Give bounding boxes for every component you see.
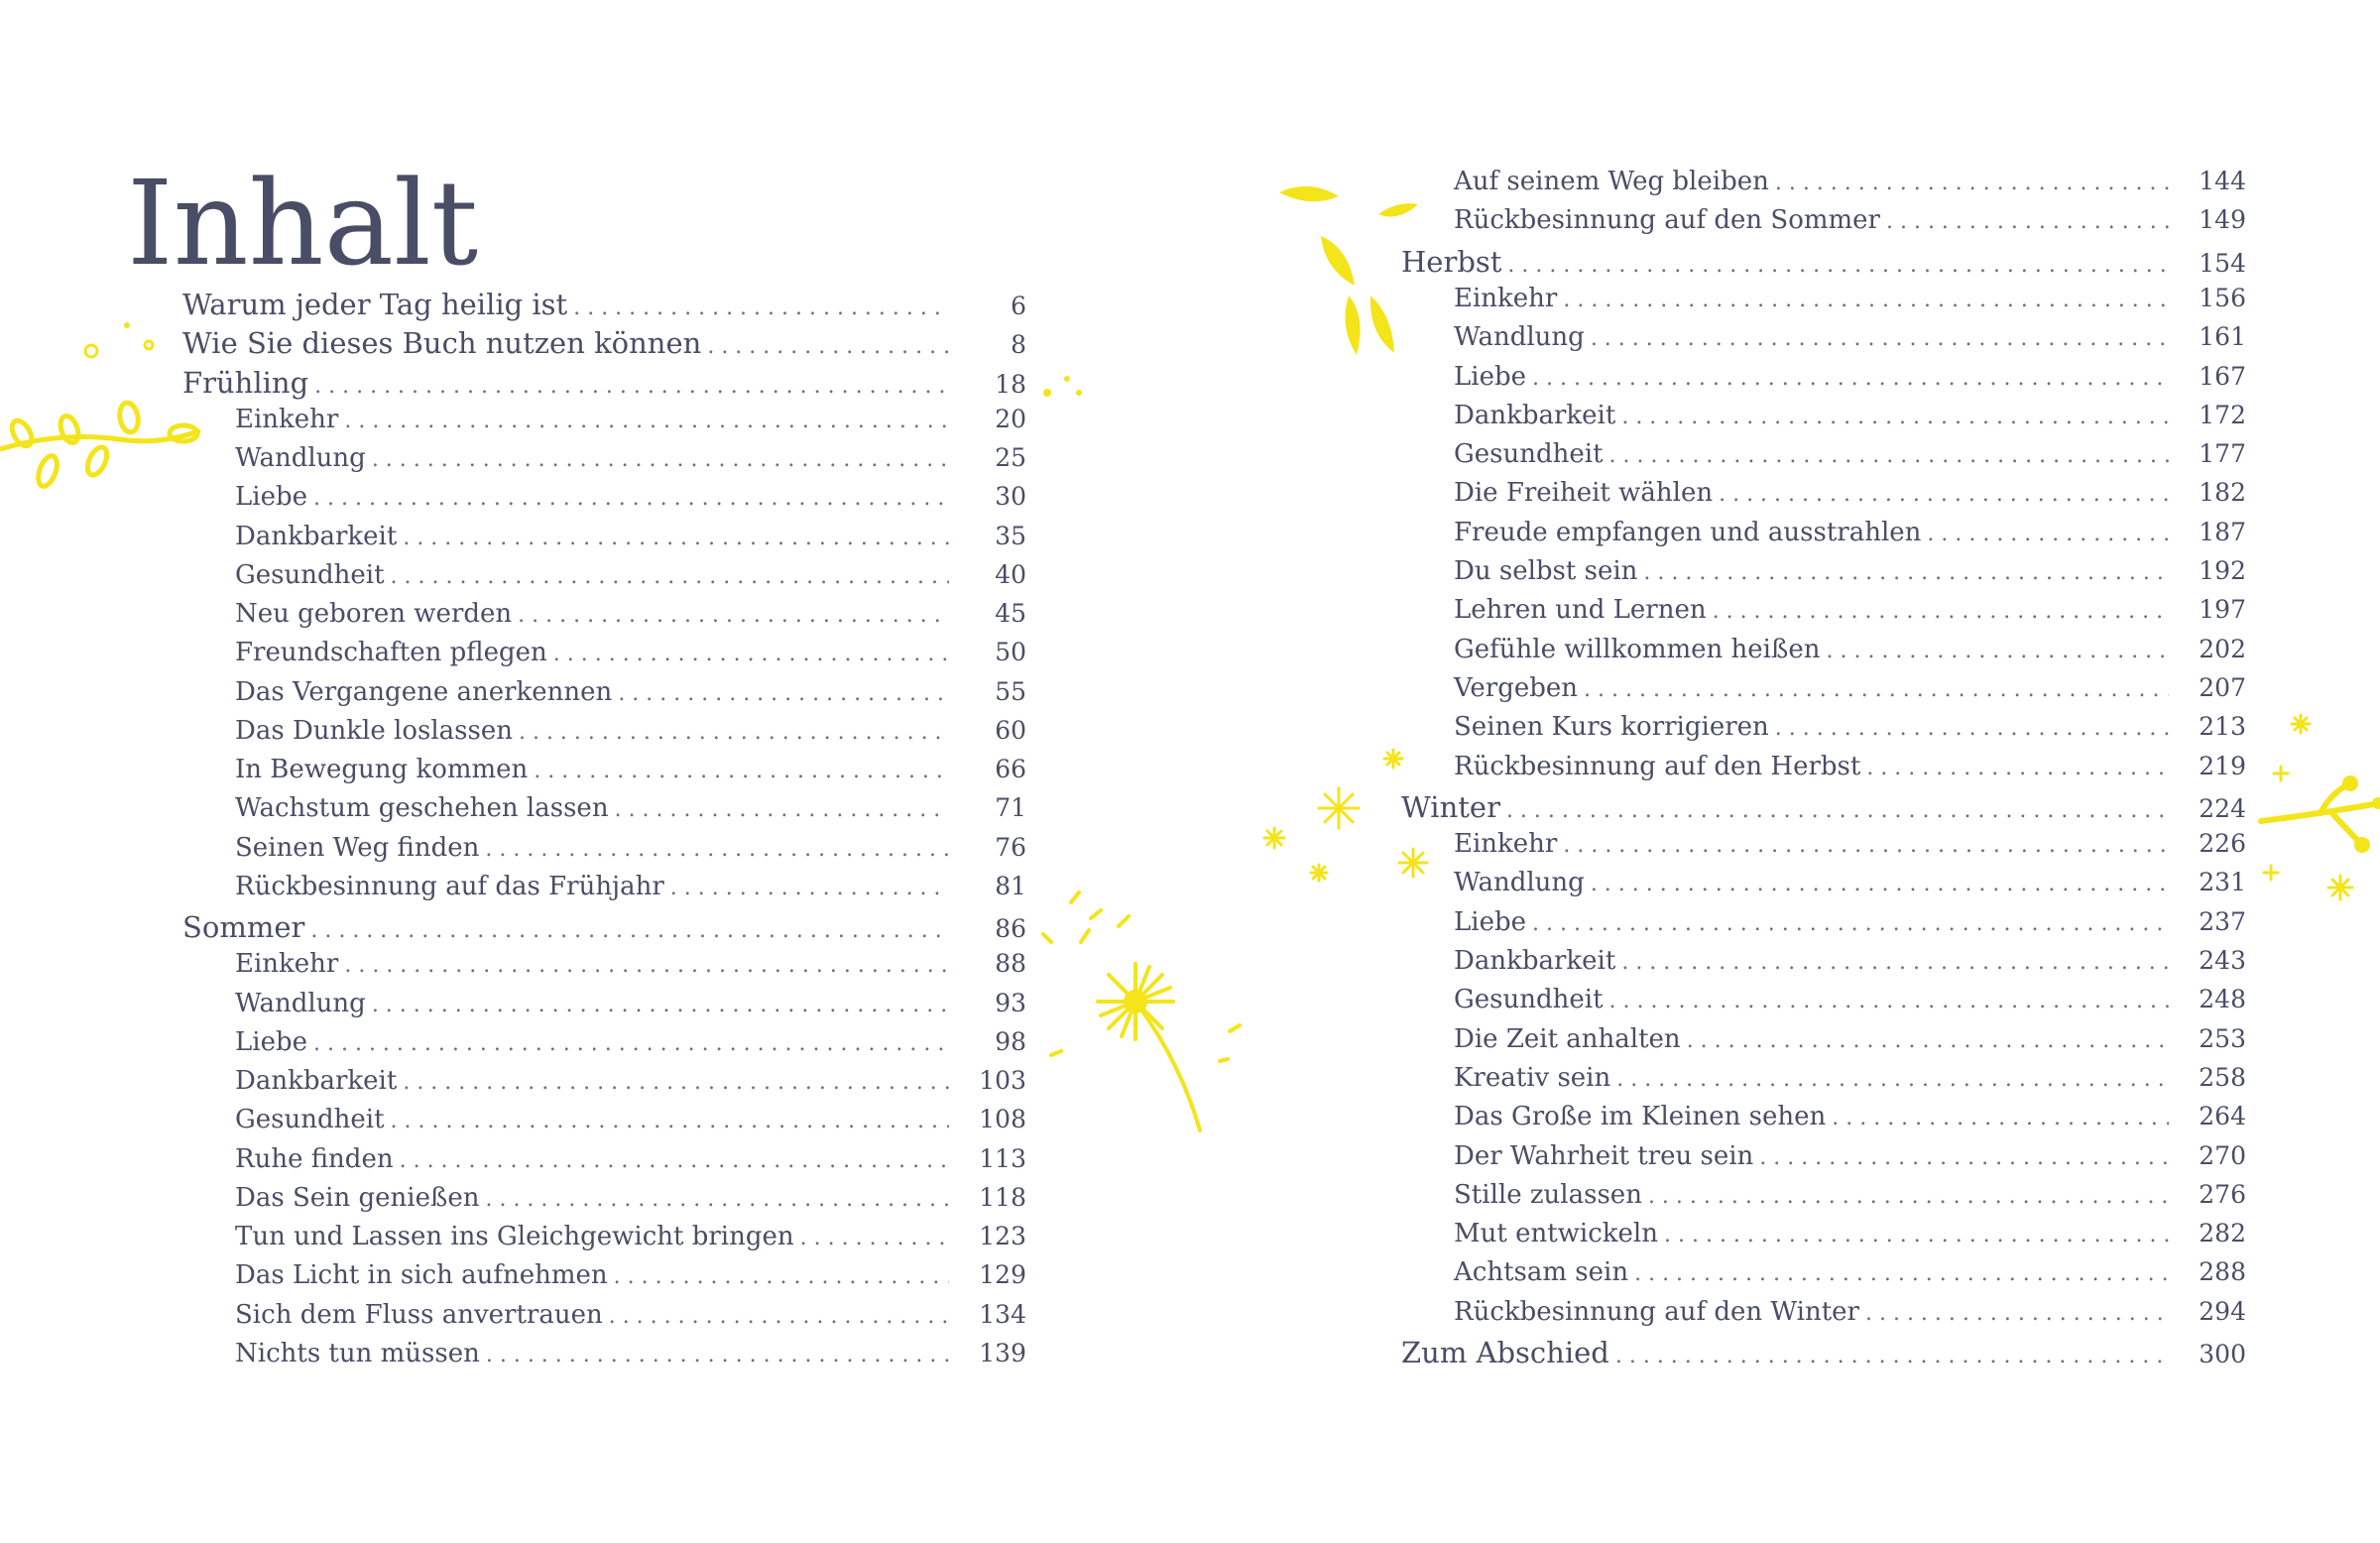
dots-icon — [79, 315, 159, 365]
toc-entry-page: 134 — [979, 1299, 1026, 1329]
toc-entry — [235, 1144, 1026, 1183]
toc-leader-dots — [344, 953, 949, 978]
dandelion-icon — [1031, 883, 1259, 1140]
toc-leader-dots — [1759, 1145, 2169, 1170]
toc-leader-dots — [670, 876, 949, 900]
toc-leader-dots — [1927, 522, 2169, 546]
toc-entry-page: 224 — [2199, 793, 2246, 823]
toc-entry — [1454, 322, 2246, 361]
toc-leader-dots — [1609, 443, 2169, 468]
toc-entry-page: 76 — [995, 832, 1026, 862]
toc-entry-title: Einkehr — [1454, 829, 1558, 860]
toc-entry-title: Warum jeder Tag heilig ist — [182, 288, 568, 321]
toc-entry-page: 81 — [995, 871, 1026, 900]
toc-leader-dots — [1591, 326, 2169, 351]
toc-entry — [1454, 1257, 2246, 1296]
toc-entry-page: 139 — [979, 1338, 1026, 1367]
toc-entry-title: Zum Abschied — [1401, 1336, 1609, 1369]
toc-entry-page: 276 — [2199, 1179, 2246, 1209]
toc-entry-page: 294 — [2199, 1296, 2246, 1326]
toc-entry-title: Dankbarkeit — [1454, 400, 1616, 430]
toc-entry — [1454, 985, 2246, 1023]
toc-entry — [235, 1027, 1026, 1066]
toc-entry-title: Freude empfangen und ausstrahlen — [1454, 517, 1922, 547]
toc-entry-page: 50 — [995, 638, 1026, 667]
toc-leader-dots — [1775, 716, 2169, 741]
toc-entry-title: Gesundheit — [1454, 439, 1604, 470]
toc-leader-dots — [400, 1148, 949, 1173]
toc-entry-title: Achtsam sein — [1454, 1257, 1629, 1288]
toc-entry-page: 161 — [2199, 322, 2246, 352]
toc-entry-title: Kreativ sein — [1454, 1062, 1611, 1093]
toc-entry-title: Wandlung — [1454, 868, 1585, 898]
toc-entry — [182, 326, 1026, 365]
toc-entry — [1454, 167, 2246, 205]
toc-leader-dots — [344, 409, 949, 433]
toc-entry-title: Seinen Kurs korrigieren — [1454, 712, 1769, 743]
toc-entry — [1454, 1141, 2246, 1180]
toc-entry-page: 6 — [1011, 292, 1026, 320]
toc-leader-dots — [518, 603, 949, 628]
toc-entry-page: 20 — [995, 404, 1026, 433]
toc-entry-page: 154 — [2199, 248, 2246, 278]
toc-entry-title: Ruhe finden — [235, 1143, 394, 1174]
toc-entry-page: 177 — [2199, 439, 2246, 469]
toc-leader-dots — [313, 1031, 949, 1056]
toc-leader-dots — [372, 447, 949, 472]
toc-leader-dots — [1584, 677, 2169, 702]
toc-entry — [235, 989, 1026, 1027]
toc-leader-dots — [314, 374, 949, 399]
toc-entry — [1454, 518, 2246, 556]
toc-entry-title: Neu geboren werden — [235, 599, 513, 629]
toc-entry-page: 86 — [995, 914, 1026, 943]
toc-entry-page: 118 — [979, 1182, 1026, 1212]
toc-entry-page: 149 — [2199, 205, 2246, 235]
toc-entry — [235, 1300, 1026, 1339]
toc-entry — [1454, 1102, 2246, 1140]
toc-entry-page: 98 — [995, 1026, 1026, 1056]
toc-leader-dots — [1616, 1067, 2169, 1092]
toc-entry — [235, 443, 1026, 482]
toc-entry-title: Rückbesinnung auf den Herbst — [1454, 751, 1861, 781]
toc-leader-dots — [534, 759, 949, 783]
toc-leader-dots — [707, 334, 949, 359]
toc-entry-title: Wandlung — [235, 988, 366, 1018]
toc-entry — [235, 677, 1026, 716]
toc-entry-title: Dankbarkeit — [1454, 946, 1616, 976]
toc-entry-page: 207 — [2199, 672, 2246, 702]
toc-entry — [1454, 635, 2246, 673]
toc-entry-page: 25 — [995, 443, 1026, 472]
toc-leader-dots — [1664, 1223, 2169, 1247]
toc-entry-page: 167 — [2199, 361, 2246, 391]
toc-leader-dots — [553, 642, 949, 666]
toc-leader-dots — [1643, 560, 2169, 585]
toc-entry-title: Herbst — [1401, 244, 1502, 279]
toc-entry-title: Die Zeit anhalten — [1454, 1023, 1681, 1054]
toc-entry — [1401, 790, 2246, 829]
toc-entry-page: 237 — [2199, 906, 2246, 936]
toc-entry — [235, 872, 1026, 910]
toc-leader-dots — [1563, 288, 2169, 312]
toc-leader-dots — [486, 1343, 949, 1367]
toc-entry-title: Seinen Weg finden — [235, 832, 480, 863]
toc-leader-dots — [313, 486, 949, 511]
page-title: Inhalt — [127, 155, 479, 292]
toc-leader-dots — [1506, 798, 2169, 823]
toc-entry — [235, 1183, 1026, 1222]
toc-leader-dots — [1621, 950, 2169, 975]
toc-entry-page: 60 — [995, 715, 1026, 745]
toc-leader-dots — [1621, 405, 2169, 429]
toc-leader-dots — [485, 1187, 949, 1212]
toc-entry-title: Gesundheit — [235, 559, 385, 590]
toc-entry-title: Wie Sie dieses Buch nutzen können — [182, 326, 702, 361]
toc-entry-title: Wachstum geschehen lassen — [235, 793, 609, 824]
toc-entry — [182, 288, 1026, 326]
toc-entry — [235, 1066, 1026, 1105]
toc-leader-dots — [1648, 1184, 2169, 1209]
toc-leader-dots — [1719, 482, 2169, 507]
toc-entry-title: Wandlung — [235, 443, 366, 473]
toc-leader-dots — [1532, 366, 2169, 391]
toc-entry-page: 282 — [2199, 1219, 2246, 1248]
toc-entry — [235, 482, 1026, 521]
toc-entry — [1454, 284, 2246, 322]
toc-leader-dots — [618, 681, 949, 706]
toc-entry — [235, 522, 1026, 560]
toc-entry-page: 202 — [2199, 634, 2246, 663]
toc-entry — [235, 949, 1026, 988]
toc-leader-dots — [614, 1264, 949, 1289]
toc-leader-dots — [609, 1304, 949, 1329]
toc-entry-title: Einkehr — [235, 949, 339, 980]
toc-entry-title: Das Licht in sich aufnehmen — [235, 1260, 608, 1291]
toc-entry-title: Auf seinem Weg bleiben — [1454, 167, 1769, 196]
toc-entry-page: 123 — [979, 1222, 1026, 1250]
toc-leader-dots — [403, 1070, 949, 1095]
toc-entry-title: Sich dem Fluss anvertrauen — [235, 1299, 603, 1330]
toc-entry-title: Rückbesinnung auf den Sommer — [1454, 205, 1880, 236]
toc-entry-page: 18 — [995, 369, 1026, 399]
toc-entry — [1454, 752, 2246, 790]
toc-leader-dots — [1687, 1028, 2169, 1053]
toc-entry-title: Dankbarkeit — [235, 521, 398, 551]
toc-entry-page: 108 — [979, 1105, 1026, 1134]
toc-entry-title: Mut entwickeln — [1454, 1219, 1658, 1249]
toc-leader-dots — [403, 526, 949, 550]
toc-entry-title: Gefühle willkommen heißen — [1454, 634, 1821, 664]
toc-entry — [235, 755, 1026, 793]
toc-entry-page: 93 — [995, 988, 1026, 1017]
toc-entry-title: Sommer — [182, 910, 305, 944]
toc-entry-page: 8 — [1011, 330, 1026, 360]
toc-entry-page: 40 — [995, 559, 1026, 589]
toc-entry-title: Lehren und Lernen — [1454, 595, 1707, 626]
toc-leader-dots — [1634, 1261, 2169, 1286]
toc-leader-dots — [615, 797, 949, 822]
toc-entry — [1454, 712, 2246, 751]
toc-entry — [1454, 401, 2246, 439]
toc-entry-title: Liebe — [235, 482, 307, 513]
toc-entry-page: 45 — [995, 599, 1026, 628]
toc-entry-page: 156 — [2199, 283, 2246, 312]
toc-entry — [1401, 1336, 2246, 1374]
toc-leader-dots — [1827, 639, 2170, 663]
toc-leader-dots — [1563, 833, 2169, 858]
toc-entry — [1454, 478, 2246, 517]
toc-entry — [235, 716, 1026, 755]
toc-entry-title: Du selbst sein — [1454, 556, 1638, 586]
toc-entry-page: 88 — [995, 949, 1026, 979]
toc-leader-dots — [1775, 171, 2169, 195]
toc-entry — [1454, 595, 2246, 634]
toc-leader-dots — [391, 1109, 949, 1133]
toc-leader-dots — [310, 918, 949, 943]
toc-leader-dots — [1591, 872, 2169, 896]
toc-entry — [1454, 362, 2246, 401]
toc-leader-dots — [372, 993, 949, 1017]
toc-entry-title: Das Sein genießen — [235, 1182, 480, 1213]
toc-entry — [235, 793, 1026, 832]
toc-entry — [1401, 245, 2246, 284]
toc-leader-dots — [573, 296, 949, 320]
toc-entry — [1454, 205, 2246, 244]
toc-entry — [1454, 673, 2246, 712]
toc-leader-dots — [1609, 989, 2169, 1013]
toc-entry-page: 172 — [2199, 400, 2246, 429]
toc-entry-title: Der Wahrheit treu sein — [1454, 1140, 1754, 1171]
toc-leader-dots — [1713, 599, 2169, 624]
toc-entry-page: 144 — [2199, 167, 2246, 195]
toc-entry-page: 219 — [2199, 751, 2246, 780]
toc-entry-title: Nichts tun müssen — [235, 1338, 480, 1368]
toc-entry-page: 264 — [2199, 1102, 2246, 1131]
toc-entry-title: Liebe — [1454, 361, 1526, 392]
toc-entry-page: 258 — [2199, 1062, 2246, 1092]
toc-entry — [235, 599, 1026, 638]
toc-leader-dots — [1865, 1301, 2169, 1326]
toc-entry-title: Einkehr — [1454, 283, 1558, 313]
toc-entry-title: Dankbarkeit — [235, 1066, 398, 1096]
toc-entry-page: 253 — [2199, 1023, 2246, 1053]
toc-entry-title: Rückbesinnung auf das Frühjahr — [235, 871, 664, 901]
toc-entry-page: 213 — [2199, 712, 2246, 742]
toc-entry-title: Das Dunkle loslassen — [235, 715, 513, 746]
toc-entry-title: Tun und Lassen ins Gleichgewicht bringen — [235, 1222, 794, 1251]
toc-entry-page: 71 — [995, 793, 1026, 823]
toc-leader-dots — [485, 837, 949, 862]
toc-entry-page: 182 — [2199, 478, 2246, 508]
toc-entry-page: 248 — [2199, 985, 2246, 1014]
toc-leader-dots — [519, 720, 949, 745]
toc-entry-page: 129 — [979, 1260, 1026, 1290]
toc-entry — [1454, 1024, 2246, 1063]
leaf-sprig-icon — [0, 392, 208, 501]
toc-entry — [1454, 1063, 2246, 1102]
toc-entry-title: Winter — [1401, 789, 1500, 824]
toc-entry-page: 30 — [995, 482, 1026, 512]
toc-entry — [1454, 1180, 2246, 1219]
toc-entry — [1454, 829, 2246, 868]
toc-entry-page: 66 — [995, 755, 1026, 783]
toc-entry-title: Vergeben — [1454, 672, 1579, 703]
toc-entry-title: Gesundheit — [1454, 985, 1604, 1015]
toc-entry-page: 243 — [2199, 946, 2246, 975]
toc-entry — [235, 560, 1026, 599]
toc-entry-page: 187 — [2199, 517, 2246, 546]
dots-icon — [1031, 367, 1091, 407]
toc-entry — [1454, 868, 2246, 906]
toc-entry-page: 35 — [995, 521, 1026, 550]
toc-entry-title: Einkehr — [235, 404, 339, 434]
toc-entry-title: Rückbesinnung auf den Winter — [1454, 1296, 1859, 1327]
toc-entry — [1454, 439, 2246, 478]
toc-entry — [235, 405, 1026, 443]
toc-leader-dots — [1507, 253, 2169, 278]
snowflake-icon — [1254, 744, 1433, 892]
toc-entry — [1454, 907, 2246, 946]
toc-leader-dots — [1866, 756, 2169, 780]
toc-leader-dots — [800, 1226, 949, 1250]
toc-entry-title: In Bewegung kommen — [235, 755, 529, 784]
toc-leader-dots — [391, 564, 949, 589]
toc-entry-page: 192 — [2199, 556, 2246, 585]
leaf-sprig-icon — [2251, 704, 2380, 912]
toc-entry-title: Gesundheit — [235, 1105, 385, 1135]
toc-leader-dots — [1832, 1106, 2169, 1130]
toc-entry — [1454, 946, 2246, 985]
toc-entry-page: 197 — [2199, 595, 2246, 625]
toc-entry-title: Freundschaften pflegen — [235, 638, 547, 668]
toc-entry — [182, 366, 1026, 405]
toc-entry-page: 270 — [2199, 1140, 2246, 1170]
toc-entry — [235, 638, 1026, 676]
toc-entry-title: Liebe — [235, 1026, 307, 1057]
toc-entry-page: 113 — [979, 1143, 1026, 1173]
falling-leaves-icon — [1269, 178, 1428, 367]
toc-entry-page: 55 — [995, 676, 1026, 706]
toc-entry — [235, 1260, 1026, 1299]
toc-entry — [235, 833, 1026, 872]
toc-entry-title: Das Große im Kleinen sehen — [1454, 1102, 1827, 1132]
toc-leader-dots — [1886, 209, 2169, 234]
toc-entry-page: 300 — [2199, 1340, 2246, 1368]
toc-entry-title: Frühling — [182, 365, 309, 400]
toc-leader-dots — [1532, 911, 2169, 936]
toc-entry — [1454, 1219, 2246, 1257]
toc-entry-page: 226 — [2199, 829, 2246, 859]
toc-entry — [235, 1339, 1026, 1377]
toc-entry — [182, 910, 1026, 949]
toc-leader-dots — [1615, 1344, 2169, 1368]
toc-entry-page: 231 — [2199, 868, 2246, 897]
toc-entry — [1454, 1297, 2246, 1336]
toc-entry-title: Das Vergangene anerkennen — [235, 676, 613, 707]
toc-entry — [235, 1222, 1026, 1260]
toc-entry-page: 103 — [979, 1066, 1026, 1095]
toc-entry-title: Wandlung — [1454, 322, 1585, 353]
toc-entry-title: Liebe — [1454, 906, 1526, 937]
toc-entry-page: 288 — [2199, 1257, 2246, 1287]
toc-entry — [1454, 556, 2246, 595]
toc-entry-title: Stille zulassen — [1454, 1179, 1642, 1210]
toc-entry — [235, 1105, 1026, 1143]
toc-entry-title: Die Freiheit wählen — [1454, 478, 1714, 509]
